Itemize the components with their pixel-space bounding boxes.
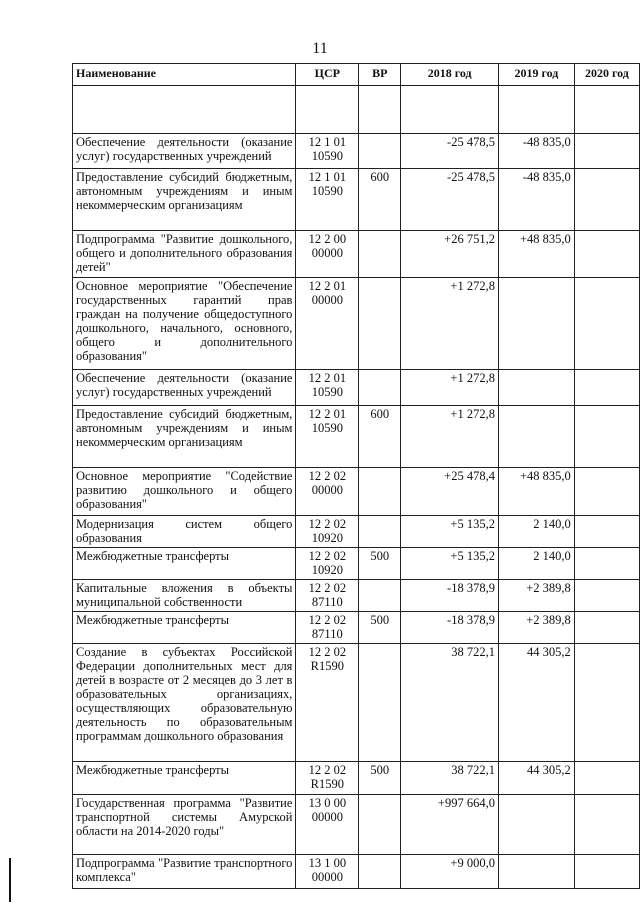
cell-2019 bbox=[498, 795, 574, 855]
cell-vr: 500 bbox=[359, 548, 401, 580]
cell-2020 bbox=[574, 580, 639, 612]
cell-csr: 12 2 02 10920 bbox=[296, 548, 359, 580]
cell-2019: +48 835,0 bbox=[498, 231, 574, 278]
cell-vr: 600 bbox=[359, 406, 401, 468]
table-row bbox=[73, 580, 640, 612]
cell-2019: +2 389,8 bbox=[498, 612, 574, 644]
cell-2020 bbox=[574, 406, 639, 468]
cell-2018: -18 378,9 bbox=[401, 612, 499, 644]
header-2018: 2018 год bbox=[401, 64, 499, 86]
cell-2018: +1 272,8 bbox=[401, 278, 499, 370]
cell-name: Государственная программа "Развитие транспортной системы Амурской области на 2014-2020 годы" bbox=[73, 795, 296, 855]
cell-vr bbox=[359, 134, 401, 169]
cell-2020 bbox=[574, 278, 639, 370]
cell-2019 bbox=[498, 406, 574, 468]
budget-table bbox=[72, 63, 640, 889]
table-row bbox=[73, 169, 640, 231]
cell-2020 bbox=[574, 134, 639, 169]
page-number: 11 bbox=[312, 40, 328, 57]
cell-2018: +5 135,2 bbox=[401, 548, 499, 580]
table-row bbox=[73, 278, 640, 370]
cell-name bbox=[73, 86, 296, 134]
cell-2020 bbox=[574, 516, 639, 548]
table-row bbox=[73, 855, 640, 889]
table-row bbox=[73, 468, 640, 516]
cell-name: Основное мероприятие "Содействие развитию дошкольного и общего образования" bbox=[73, 468, 296, 516]
cell-2019 bbox=[498, 86, 574, 134]
cell-name: Модернизация систем общего образования bbox=[73, 516, 296, 548]
cell-vr: 500 bbox=[359, 612, 401, 644]
cell-2020 bbox=[574, 795, 639, 855]
cell-2019: -48 835,0 bbox=[498, 169, 574, 231]
cell-name: Основное мероприятие "Обеспечение государственных гарантий прав граждан на получение общедоступного дошкольного, начального, основного, общего и дополнительного образования" bbox=[73, 278, 296, 370]
cell-csr: 12 2 02 R1590 bbox=[296, 644, 359, 762]
cell-csr: 12 2 01 10590 bbox=[296, 370, 359, 406]
cell-2019: -48 835,0 bbox=[498, 134, 574, 169]
cell-vr bbox=[359, 231, 401, 278]
table-row bbox=[73, 86, 640, 134]
table-row bbox=[73, 612, 640, 644]
cell-name: Межбюджетные трансферты bbox=[73, 612, 296, 644]
cell-vr bbox=[359, 580, 401, 612]
cell-vr bbox=[359, 370, 401, 406]
table-row bbox=[73, 370, 640, 406]
cell-csr: 12 2 01 10590 bbox=[296, 406, 359, 468]
cell-2018: +5 135,2 bbox=[401, 516, 499, 548]
cell-2018: -18 378,9 bbox=[401, 580, 499, 612]
header-csr: ЦСР bbox=[296, 64, 359, 86]
cell-2018: 38 722,1 bbox=[401, 644, 499, 762]
cell-2020 bbox=[574, 468, 639, 516]
cell-name: Подпрограмма "Развитие дошкольного, общего и дополнительного образования детей" bbox=[73, 231, 296, 278]
cell-2018: 38 722,1 bbox=[401, 762, 499, 795]
cell-2018: +1 272,8 bbox=[401, 370, 499, 406]
cell-2020 bbox=[574, 370, 639, 406]
table-row bbox=[73, 644, 640, 762]
cell-csr: 13 1 00 00000 bbox=[296, 855, 359, 889]
cell-name: Обеспечение деятельности (оказание услуг) государственных учреждений bbox=[73, 370, 296, 406]
cell-name: Предоставление субсидий бюджетным, автономным учреждениям и иным некоммерческим организациям bbox=[73, 169, 296, 231]
cell-csr bbox=[296, 86, 359, 134]
cell-csr: 12 2 02 87110 bbox=[296, 612, 359, 644]
cell-csr: 12 2 00 00000 bbox=[296, 231, 359, 278]
cell-vr: 600 bbox=[359, 169, 401, 231]
cell-2018: +997 664,0 bbox=[401, 795, 499, 855]
cell-2019: +48 835,0 bbox=[498, 468, 574, 516]
cell-2018: -25 478,5 bbox=[401, 134, 499, 169]
cell-vr bbox=[359, 516, 401, 548]
cell-2019: 2 140,0 bbox=[498, 516, 574, 548]
cell-csr: 12 2 02 87110 bbox=[296, 580, 359, 612]
table-row bbox=[73, 516, 640, 548]
cell-2019: 44 305,2 bbox=[498, 762, 574, 795]
table-row bbox=[73, 134, 640, 169]
cell-2018: +1 272,8 bbox=[401, 406, 499, 468]
table-row bbox=[73, 762, 640, 795]
cell-2018 bbox=[401, 86, 499, 134]
cell-2020 bbox=[574, 169, 639, 231]
cell-csr: 13 0 00 00000 bbox=[296, 795, 359, 855]
cell-2018: +26 751,2 bbox=[401, 231, 499, 278]
cell-2018: -25 478,5 bbox=[401, 169, 499, 231]
header-2020: 2020 год bbox=[574, 64, 639, 86]
cell-csr: 12 2 01 00000 bbox=[296, 278, 359, 370]
cell-2020 bbox=[574, 644, 639, 762]
cell-name: Обеспечение деятельности (оказание услуг) государственных учреждений bbox=[73, 134, 296, 169]
header-name: Наименование bbox=[73, 64, 296, 86]
cell-csr: 12 1 01 10590 bbox=[296, 134, 359, 169]
cell-2018: +9 000,0 bbox=[401, 855, 499, 889]
cell-2019 bbox=[498, 278, 574, 370]
table-header-row bbox=[73, 64, 640, 86]
cell-2020 bbox=[574, 548, 639, 580]
cell-csr: 12 2 02 00000 bbox=[296, 468, 359, 516]
cell-2020 bbox=[574, 86, 639, 134]
cell-name: Подпрограмма "Развитие транспортного комплекса" bbox=[73, 855, 296, 889]
header-2019: 2019 год bbox=[498, 64, 574, 86]
table-row bbox=[73, 548, 640, 580]
cell-2020 bbox=[574, 231, 639, 278]
cell-vr bbox=[359, 468, 401, 516]
cell-name: Создание в субъектах Российской Федерации дополнительных мест для детей в возрасте от 2 месяцев до 3 лет в образовательных организациях, осуществляющих образовательную деятельность по образовательным программам дошкольного образования bbox=[73, 644, 296, 762]
cell-name: Капитальные вложения в объекты муниципальной собственности bbox=[73, 580, 296, 612]
cell-vr bbox=[359, 644, 401, 762]
table-row bbox=[73, 795, 640, 855]
cell-2019: +2 389,8 bbox=[498, 580, 574, 612]
cell-name: Межбюджетные трансферты bbox=[73, 762, 296, 795]
cell-name: Предоставление субсидий бюджетным, автономным учреждениям и иным некоммерческим организациям bbox=[73, 406, 296, 468]
cell-csr: 12 1 01 10590 bbox=[296, 169, 359, 231]
cell-2019 bbox=[498, 855, 574, 889]
cell-2020 bbox=[574, 855, 639, 889]
cell-csr: 12 2 02 R1590 bbox=[296, 762, 359, 795]
header-vr: ВР bbox=[359, 64, 401, 86]
cell-vr bbox=[359, 278, 401, 370]
cell-2019 bbox=[498, 370, 574, 406]
cell-vr bbox=[359, 795, 401, 855]
cell-2018: +25 478,4 bbox=[401, 468, 499, 516]
cell-2019: 44 305,2 bbox=[498, 644, 574, 762]
cell-2019: 2 140,0 bbox=[498, 548, 574, 580]
table-row bbox=[73, 406, 640, 468]
cell-2020 bbox=[574, 762, 639, 795]
cell-vr: 500 bbox=[359, 762, 401, 795]
scan-edge-mark bbox=[9, 858, 11, 902]
cell-2020 bbox=[574, 612, 639, 644]
cell-vr bbox=[359, 855, 401, 889]
cell-name: Межбюджетные трансферты bbox=[73, 548, 296, 580]
cell-csr: 12 2 02 10920 bbox=[296, 516, 359, 548]
table-row bbox=[73, 231, 640, 278]
cell-vr bbox=[359, 86, 401, 134]
